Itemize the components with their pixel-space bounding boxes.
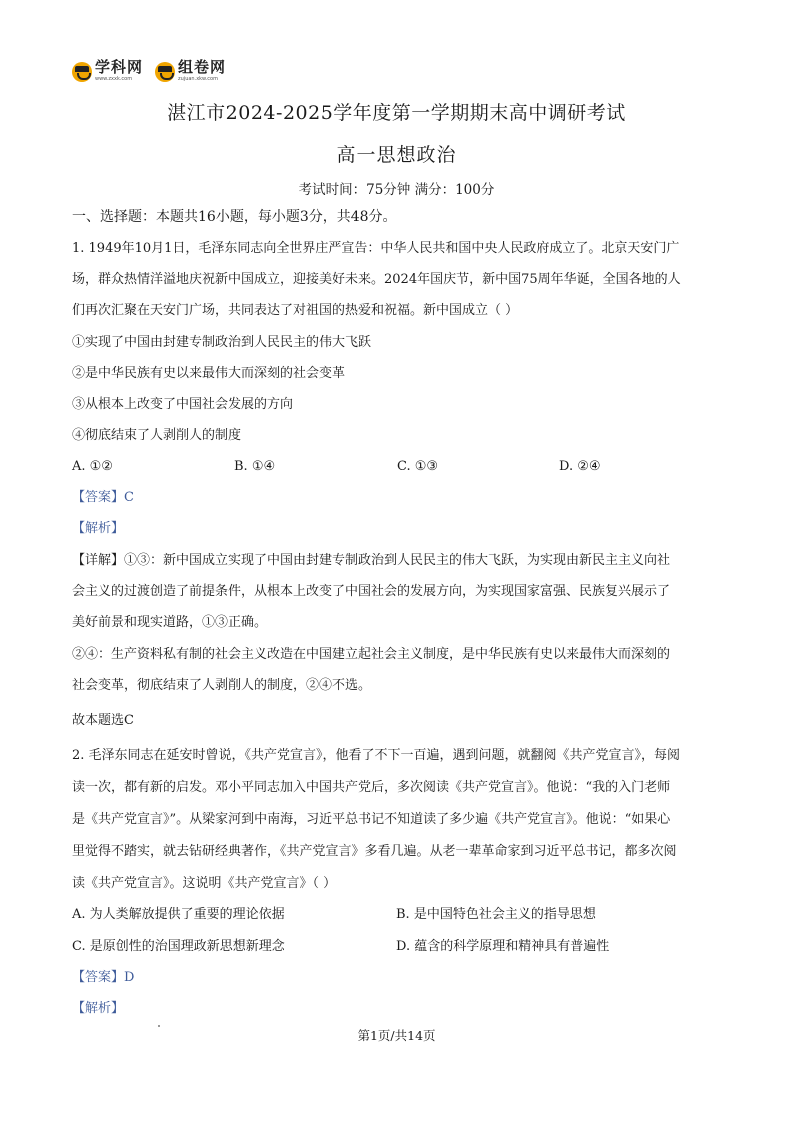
- exam-info: 考试时间：75分钟 满分：100分: [298, 182, 495, 198]
- q2-option-a: A. 为人类解放提供了重要的理论依据: [72, 907, 285, 922]
- q2-answer: 【答案】D: [72, 970, 135, 985]
- q2-stem-line: 2. 毛泽东同志在延安时曾说，《共产党宣言》，他看了不下一百遍，遇到问题，就翻阅《共产党宣言》，每阅: [72, 748, 681, 763]
- document-title: 湛江市2024-2025学年度第一学期期末高中调研考试: [167, 102, 626, 124]
- q1-item: ②是中华民族有史以来最伟大而深刻的社会变革: [72, 366, 346, 381]
- q1-option-a: A. ①②: [72, 459, 113, 474]
- q1-item: ①实现了中国由封建专制政治到人民民主的伟大飞跃: [72, 335, 372, 350]
- logo-name: 学科网: [95, 58, 144, 76]
- q1-option-d: D. ②④: [559, 459, 601, 474]
- mascot-icon: [155, 62, 175, 82]
- q1-stem-line: 场，群众热情洋溢地庆祝新中国成立，迎接美好未来。2024年国庆节，新中国75周年华诞，全国各地的人: [72, 272, 681, 287]
- q1-answer: 【答案】C: [72, 490, 134, 505]
- q1-explanation-line: 会主义的过渡创造了前提条件，从根本上改变了中国社会的发展方向，为实现国家富强、民族复兴展示了: [72, 584, 671, 599]
- q2-option-b: B. 是中国特色社会主义的指导思想: [396, 907, 596, 922]
- q1-stem-line: 们再次汇聚在天安门广场，共同表达了对祖国的热爱和祝福。新中国成立（ ）: [72, 303, 519, 318]
- q2-option-d: D. 蕴含的科学原理和精神具有普遍性: [396, 939, 610, 954]
- q2-stem-line: 读一次，都有新的启发。邓小平同志加入中国共产党后，多次阅读《共产党宣言》。他说：“我的入门老师: [72, 780, 671, 795]
- section-header: 一、选择题：本题共16小题，每小题3分，共48分。: [72, 209, 397, 225]
- q1-explanation-line: ②④：生产资料私有制的社会主义改造在中国建立起社会主义制度，是中华民族有史以来最伟大而深刻的: [72, 647, 671, 662]
- logo-name: 组卷网: [178, 58, 227, 76]
- mascot-icon: [72, 62, 92, 82]
- q2-stem-line: 里觉得不踏实，就去钻研经典著作，《共产党宣言》多看几遍。从老一辈革命家到习近平总书记，都多次阅: [72, 844, 677, 859]
- q1-explanation-line: 【详解】①③：新中国成立实现了中国由封建专制政治到人民民主的伟大飞跃，为实现由新民主主义向社: [72, 553, 671, 568]
- q1-options: [72, 459, 732, 477]
- q2-stem-line: 是《共产党宣言》”。从梁家河到中南海，习近平总书记不知道读了多少遍《共产党宣言》。他说：“如果心: [72, 812, 671, 827]
- q2-stem-line: 读《共产党宣言》。这说明《共产党宣言》（ ）: [72, 876, 337, 891]
- logo-bar: [72, 60, 226, 86]
- q2-analysis-label: 【解析】: [72, 1001, 125, 1016]
- q1-option-b: B. ①④: [234, 459, 276, 474]
- xuekewang-logo: [72, 60, 143, 82]
- document-subtitle: 高一思想政治: [336, 144, 457, 166]
- page-footer: 第1页/共14页: [357, 1028, 436, 1043]
- q1-item: ③从根本上改变了中国社会发展的方向: [72, 397, 294, 412]
- zujuanwang-logo: [155, 60, 226, 82]
- q1-stem-line: 1. 1949年10月1日，毛泽东同志向全世界庄严宣告：中华人民共和国中央人民政府成立了。北京天安门广: [72, 241, 680, 256]
- q2-option-c: C. 是原创性的治国理政新思想新理念: [72, 939, 285, 954]
- q1-analysis-label: 【解析】: [72, 521, 125, 536]
- q1-option-c: C. ①③: [397, 459, 439, 474]
- logo-url: zujuan.xkw.com: [178, 76, 218, 82]
- q1-conclusion: 故本题选C: [72, 713, 134, 728]
- logo-url: www.zxxk.com: [95, 76, 133, 82]
- q1-item: ④彻底结束了人剥削人的制度: [72, 428, 242, 443]
- q1-explanation-line: 社会变革，彻底结束了人剥削人的制度，②④不选。: [72, 678, 372, 693]
- q1-explanation-line: 美好前景和现实道路，①③正确。: [72, 615, 268, 630]
